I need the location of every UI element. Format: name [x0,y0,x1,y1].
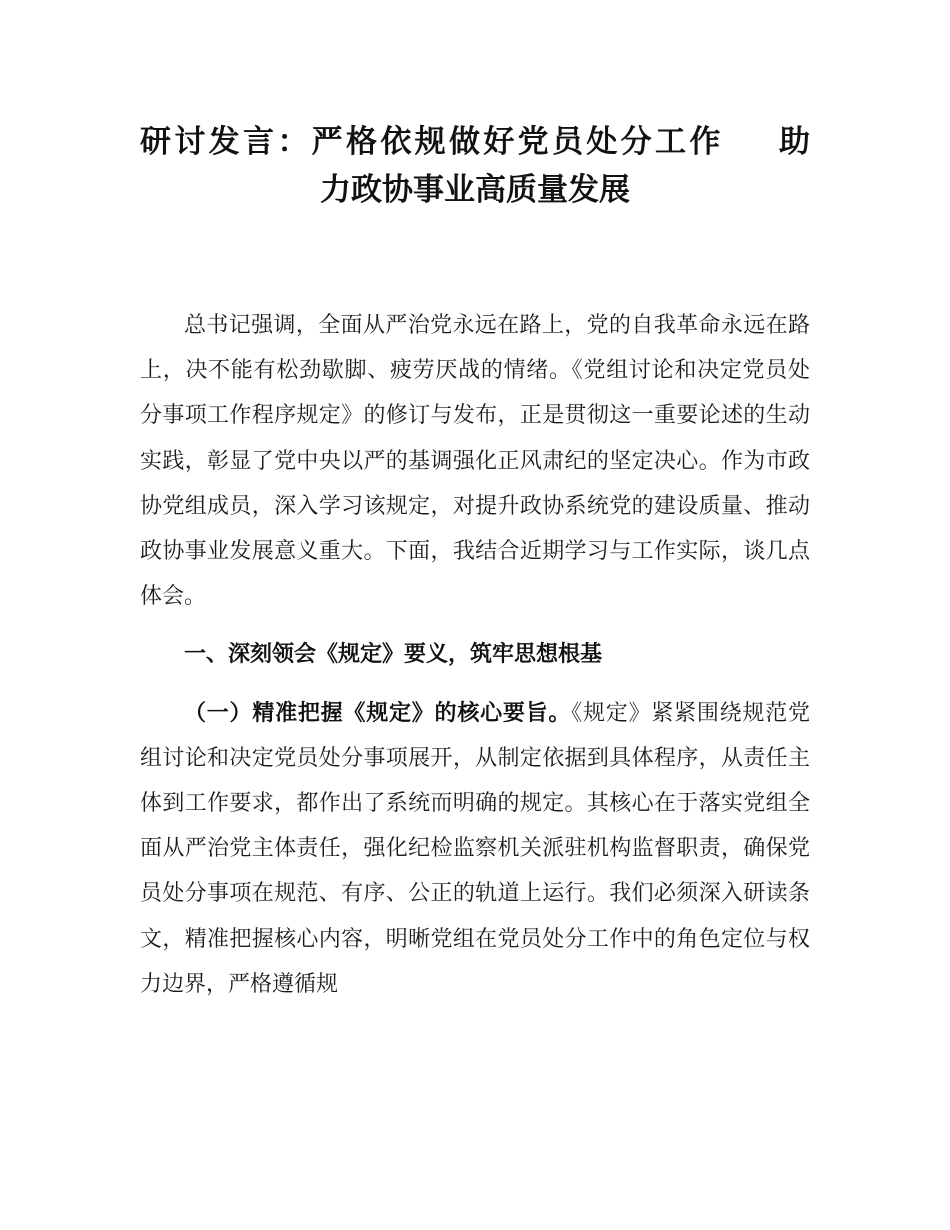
title-line-1 [140,118,810,166]
intro-paragraph: 总书记强调，全面从严治党永远在路上，党的自我革命永远在路上，决不能有松劲歇脚、疲劳厌战的情绪。《党组讨论和决定党员处分事项工作程序规定》的修订与发布，正是贯彻这一重要论述的生动实践，彰显了党中央以严的基调强化正风肃纪的坚定决心。作为市政协党组成员，深入学习该规定，对提升政协系统党的建设质量、推动政协事业发展意义重大。下面，我结合近期学习与工作实际，谈几点体会。 [140,313,810,610]
title-line-1-left: 研讨发言：严格依规做好党员处分工作 [140,124,724,160]
subsection-paragraph [140,691,810,1007]
subsection-lead: （一）精准把握《规定》的核心要旨。 [184,700,572,726]
title-line-1-right: 助 [775,124,811,160]
title-line-2: 力政协事业高质量发展 [320,172,630,208]
document-body [140,303,810,1007]
section-heading: 一、深刻领会《规定》要义，筑牢思想根基 [184,642,603,668]
subsection-body: 《规定》紧紧围绕规范党组讨论和决定党员处分事项展开，从制定依据到具体程序，从责任主体到工作要求，都作出了系统而明确的规定。其核心在于落实党组全面从严治党主体责任，强化纪检监察机关派驻机构监督职责，确保党员处分事项在规范、有序、公正的轨道上运行。我们必须深入研读条文，精准把握核心内容，明晰党组在党员处分工作中的角色定位与权力边界，严格遵循规 [140,700,810,997]
document-title [140,118,810,214]
